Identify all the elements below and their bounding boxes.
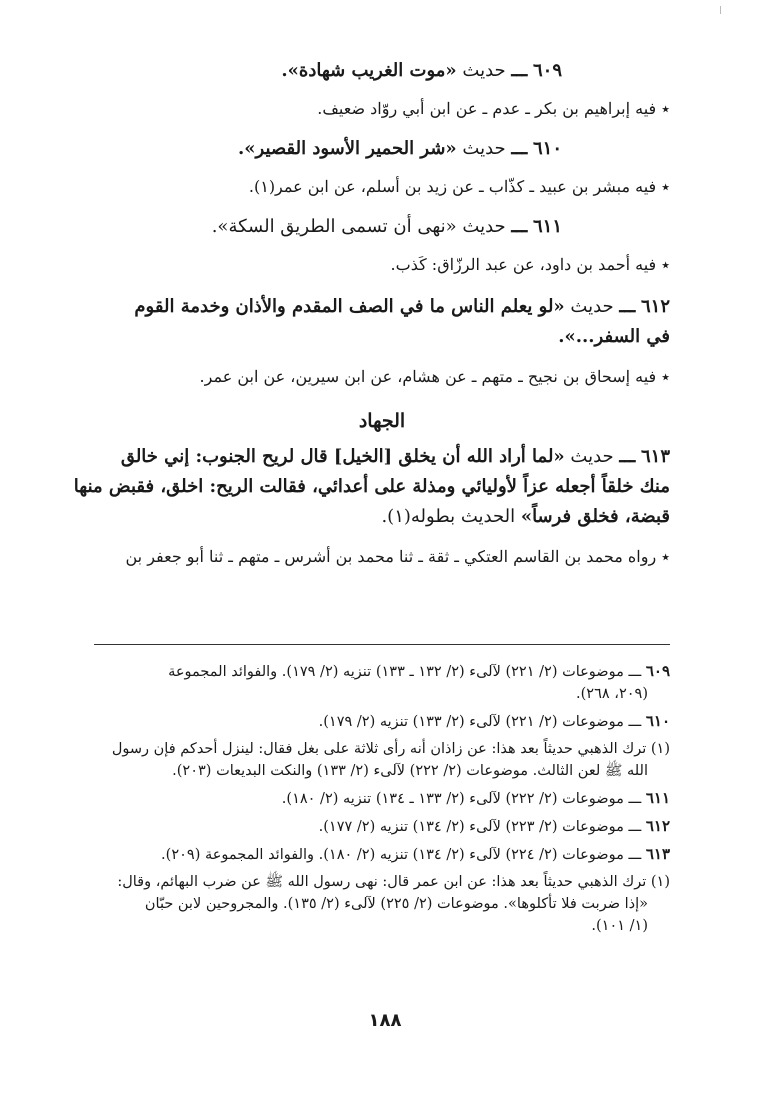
footnote-612: ٦١٢ ـــ موضوعات (٢/ ٢٢٣) لآلىء (٢/ ١٣٤) تنزيه (٢/ ١٧٧). [318, 817, 670, 835]
footnotes [94, 660, 670, 942]
footnote-609: ٦٠٩ ـــ موضوعات (٢/ ٢٢١) لآلىء (٢/ ١٣٢ ـ ١٣٣) تنزيه (٢/ ١٧٩). والفوائد المجموعة (٢٠٩، ٢٦٨). [168, 662, 670, 702]
hadith-text: «لما أراد الله أن يخلق [الخيل] قال لريح الجنوب: إني خالق [120, 446, 565, 467]
entry-dash: ـــ [511, 60, 528, 81]
entry-number: ٦١٢ [640, 296, 670, 317]
chain-612: ٭ فيه إسحاق بن نجيح ـ متهم ـ عن هشام، عن ابن سيرين، عن ابن عمر. [199, 367, 670, 386]
hadith-text: «نهى أن تسمى الطريق السكة». [211, 216, 457, 237]
entry-number: ٦١٠ [532, 138, 562, 159]
entry-609 [94, 58, 670, 84]
chain-613: ٭ رواه محمد بن القاسم العتكي ـ ثقة ـ ثنا محمد بن أشرس ـ متهم ـ ثنا أبو جعفر بن [125, 547, 670, 566]
entry-prefix: حديث [570, 446, 614, 467]
footnote-separator [94, 644, 670, 645]
entry-prefix: حديث [462, 216, 506, 237]
section-heading: الجهاد [358, 410, 406, 432]
hadith-text: «لو يعلم الناس ما في الصف المقدم والأذان وخدمة القوم [134, 296, 565, 317]
page-number: ١٨٨ [368, 1010, 402, 1031]
hadith-text-end: قبضة، فخلق فرساً» [520, 506, 670, 527]
hadith-text: «شر الحمير الأسود القصير». [238, 138, 457, 159]
chain-611: ٭ فيه أحمد بن داود، عن عبد الرزّاق: كَذب. [390, 255, 670, 274]
entry-number: ٦١١ [532, 216, 562, 237]
hadith-text-cont: في السفر...». [558, 326, 670, 347]
hadith-text: «موت الغريب شهادة». [281, 60, 457, 81]
scan-mark [720, 6, 721, 14]
entry-dash: ـــ [619, 296, 636, 317]
entry-prefix: حديث [570, 296, 614, 317]
footnote-610: ٦١٠ ـــ موضوعات (٢/ ٢٢١) لآلىء (٢/ ١٣٣) تنزيه (٢/ ١٧٩). [318, 712, 670, 730]
entry-prefix: حديث [462, 60, 506, 81]
entry-612 [94, 292, 670, 352]
main-text [73, 58, 670, 584]
entry-number: ٦١٣ [640, 446, 670, 467]
chain-609: ٭ فيه إبراهيم بن بكر ـ عدم ـ عن ابن أبي روّاد ضعيف. [317, 99, 670, 118]
chain-610: ٭ فيه مبشر بن عبيد ـ كذّاب ـ عن زيد بن أسلم، عن ابن عمر(١). [248, 177, 670, 196]
entry-dash: ـــ [619, 446, 636, 467]
entry-dash: ـــ [511, 138, 528, 159]
footnote-613: ٦١٣ ـــ موضوعات (٢/ ٢٢٤) لآلىء (٢/ ١٣٤) تنزيه (٢/ ١٨٠). والفوائد المجموعة (٢٠٩). [161, 845, 670, 863]
entry-610 [94, 136, 670, 162]
footnote-note-1a: (١) ترك الذهبي حديثاً بعد هذا: عن زاذان أنه رأى ثلاثة على بغل فقال: لينزل أحدكم فإن رسول الله ﷺ لعن الثالث. موضوعات (٢/ ٢٢٢) لآلىء (٢/ ١٣٣) والنكت البديعات (٢٠٣). [111, 741, 670, 779]
entry-611 [94, 214, 670, 240]
entry-613 [73, 442, 670, 532]
entry-prefix: حديث [462, 138, 506, 159]
footnote-note-1b: (١) ترك الذهبي حديثاً بعد هذا: عن ابن عمر قال: نهى رسول الله ﷺ عن ضرب البهائم، وقال: «إذا ضربت فلا تأكلوها». موضوعات (٢/ ٢٢٥) لآلىء (٢/ ١٣٥). والمجروحين لابن حبّان (١/ ١٠١). [117, 874, 670, 934]
entry-number: ٦٠٩ [532, 60, 562, 81]
footnote-611: ٦١١ ـــ موضوعات (٢/ ٢٢٢) لآلىء (٢/ ١٣٣ ـ ١٣٤) تنزيه (٢/ ١٨٠). [281, 789, 670, 807]
entry-dash: ـــ [511, 216, 528, 237]
hadith-text-cont: منك خلقاً أجعله عزاً لأوليائي ومذلة على أعدائي، فقالت الريح: اخلق، فقبض منها [73, 476, 670, 497]
hadith-tail: الحديث بطوله(١). [381, 506, 516, 527]
